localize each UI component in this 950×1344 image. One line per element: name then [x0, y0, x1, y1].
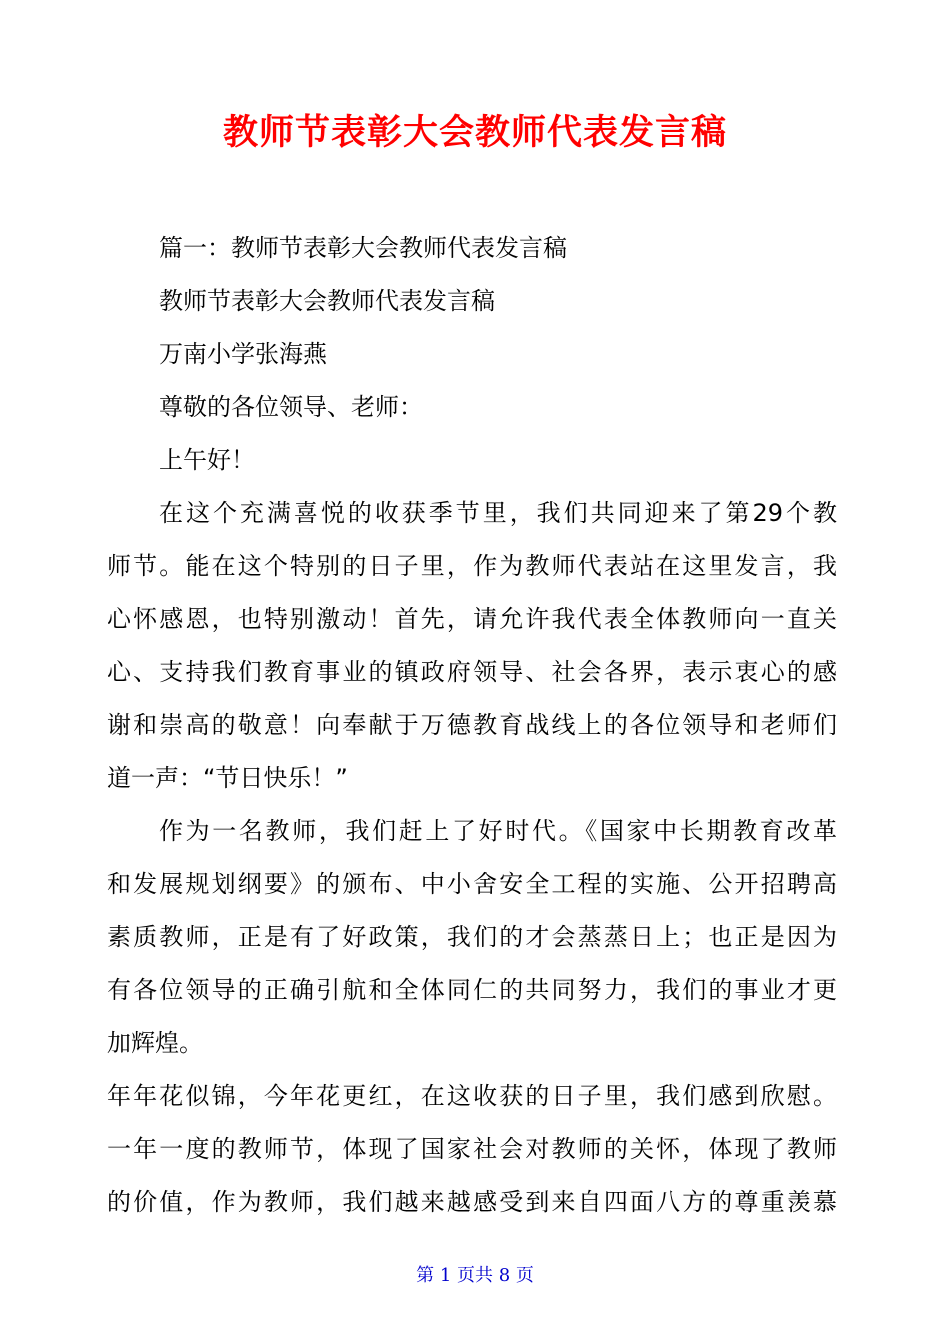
text-line: 教师节表彰大会教师代表发言稿: [159, 287, 495, 315]
text-line: 谢和崇高的敬意！向奉献于万德教育战线上的各位领导和老师们: [107, 711, 837, 739]
text-line: 加辉煌。: [107, 1029, 203, 1057]
text-line: 万南小学张海燕: [159, 340, 327, 368]
text-line: 有各位领导的正确引航和全体同仁的共同努力，我们的事业才更: [107, 976, 837, 1004]
text-line: 的价值，作为教师，我们越来越感受到来自四面八方的尊重羡慕: [107, 1188, 837, 1216]
text-line: 尊敬的各位领导、老师：: [159, 393, 423, 421]
document-title: 教师节表彰大会教师代表发言稿: [222, 113, 727, 153]
page-number-footer: 第 1 页共 8 页: [416, 1265, 534, 1286]
text-line: 篇一：教师节表彰大会教师代表发言稿: [159, 234, 567, 262]
text-line: 师节。能在这个特别的日子里，作为教师代表站在这里发言，我: [107, 552, 837, 580]
text-line: 在这个充满喜悦的收获季节里，我们共同迎来了第29个教: [159, 499, 837, 527]
text-line: 心、支持我们教育事业的镇政府领导、社会各界，表示衷心的感: [107, 658, 837, 686]
text-line: 道一声：“节日快乐！”: [107, 764, 348, 792]
text-line: 上午好！: [159, 446, 255, 474]
text-line: 素质教师，正是有了好政策，我们的才会蒸蒸日上；也正是因为: [107, 923, 837, 951]
text-line: 年年花似锦，今年花更红，在这收获的日子里，我们感到欣慰。: [107, 1082, 837, 1110]
text-line: 作为一名教师，我们赶上了好时代。《国家中长期教育改革: [159, 817, 837, 845]
text-line: 心怀感恩，也特别激动！首先，请允许我代表全体教师向一直关: [107, 605, 837, 633]
document-body: [107, 222, 837, 1229]
text-line: 和发展规划纲要》的颁布、中小舍安全工程的实施、公开招聘高: [107, 870, 837, 898]
text-line: 一年一度的教师节，体现了国家社会对教师的关怀，体现了教师: [107, 1135, 837, 1163]
